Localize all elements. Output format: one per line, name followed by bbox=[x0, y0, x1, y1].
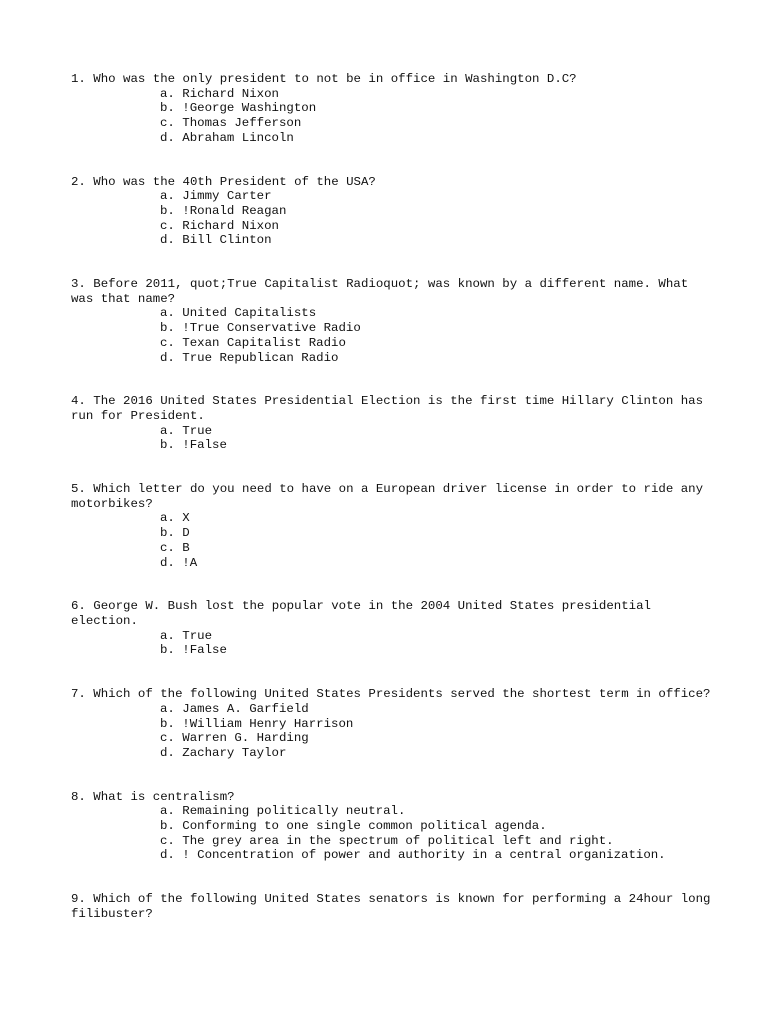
question-1 bbox=[71, 72, 711, 146]
answer-option-a: a. X bbox=[160, 511, 190, 526]
answer-option-b: b. !George Washington bbox=[160, 101, 317, 116]
answer-option-d: d. ! Concentration of power and authority in a central organization. bbox=[160, 848, 666, 863]
answer-option-a: a. Richard Nixon bbox=[160, 86, 279, 101]
quiz-document bbox=[71, 72, 711, 951]
question-text: 1. Who was the only president to not be in office in Washington D.C? bbox=[71, 72, 577, 86]
answer-option-a: a. True bbox=[160, 423, 213, 438]
answer-option-b: b. !False bbox=[160, 438, 227, 453]
answer-option-b: b. !True Conservative Radio bbox=[160, 321, 361, 336]
answer-option-b: b. D bbox=[160, 526, 190, 541]
answer-option-b: b. !False bbox=[160, 643, 227, 658]
question-9 bbox=[71, 892, 711, 921]
answer-options bbox=[71, 424, 711, 453]
question-text: 5. Which letter do you need to have on a European driver license in order to ride any motorbikes? bbox=[71, 482, 704, 511]
answer-options bbox=[71, 189, 711, 248]
answer-options bbox=[71, 306, 711, 365]
question-7 bbox=[71, 687, 711, 761]
answer-options bbox=[71, 804, 711, 863]
answer-option-a: a. Remaining politically neutral. bbox=[160, 804, 406, 819]
answer-option-c: c. B bbox=[160, 540, 190, 555]
question-8 bbox=[71, 790, 711, 864]
question-text: 3. Before 2011, quot;True Capitalist Radioquot; was known by a different name. What was that name? bbox=[71, 277, 689, 306]
question-5 bbox=[71, 482, 711, 570]
question-text: 6. George W. Bush lost the popular vote in the 2004 United States presidential election. bbox=[71, 599, 651, 628]
answer-options bbox=[71, 87, 711, 146]
question-text: 9. Which of the following United States senators is known for performing a 24hour long filibuster? bbox=[71, 892, 711, 921]
question-text: 7. Which of the following United States Presidents served the shortest term in office? bbox=[71, 687, 711, 702]
answer-option-a: a. Jimmy Carter bbox=[160, 189, 272, 204]
answer-option-d: d. Bill Clinton bbox=[160, 233, 272, 248]
answer-options bbox=[71, 629, 711, 658]
answer-option-b: b. Conforming to one single common political agenda. bbox=[160, 819, 547, 834]
answer-option-b: b. !Ronald Reagan bbox=[160, 203, 287, 218]
answer-options bbox=[71, 702, 711, 761]
answer-option-d: d. True Republican Radio bbox=[160, 350, 339, 365]
answer-option-b: b. !William Henry Harrison bbox=[160, 716, 354, 731]
question-2 bbox=[71, 175, 711, 249]
question-text: 2. Who was the 40th President of the USA? bbox=[71, 174, 376, 189]
question-6 bbox=[71, 599, 711, 658]
question-text: 4. The 2016 United States Presidential Election is the first time Hillary Clinton has run for President. bbox=[71, 394, 704, 423]
answer-option-a: a. United Capitalists bbox=[160, 306, 317, 321]
question-text: 8. What is centralism? bbox=[71, 789, 235, 804]
answer-option-c: c. Texan Capitalist Radio bbox=[160, 335, 346, 350]
answer-option-a: a. True bbox=[160, 628, 213, 643]
question-3 bbox=[71, 277, 711, 365]
answer-option-d: d. Zachary Taylor bbox=[160, 745, 287, 760]
answer-option-c: c. The grey area in the spectrum of political left and right. bbox=[160, 833, 614, 848]
answer-option-c: c. Thomas Jefferson bbox=[160, 116, 302, 131]
answer-options bbox=[71, 511, 711, 570]
answer-option-d: d. Abraham Lincoln bbox=[160, 130, 294, 145]
answer-option-c: c. Warren G. Harding bbox=[160, 731, 309, 746]
question-4 bbox=[71, 394, 711, 453]
answer-option-d: d. !A bbox=[160, 555, 198, 570]
answer-option-c: c. Richard Nixon bbox=[160, 218, 279, 233]
answer-option-a: a. James A. Garfield bbox=[160, 701, 309, 716]
